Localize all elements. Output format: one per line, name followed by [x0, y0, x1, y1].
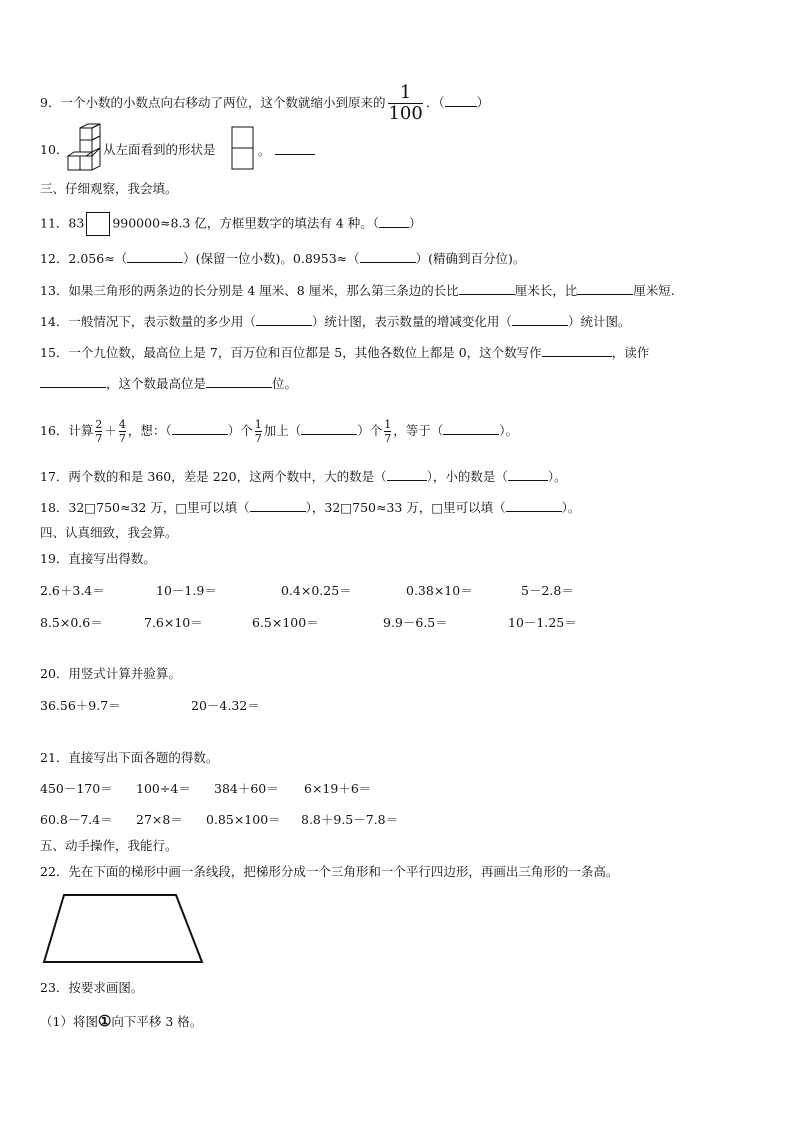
calc-item: 384＋60＝: [214, 781, 279, 796]
q12-part-a: 12．2.056≈（: [40, 251, 128, 266]
calc-item: 6.5×100＝: [252, 615, 319, 630]
calc-item: 10－1.9＝: [156, 583, 217, 598]
section-3-heading: 三、仔细观察，我会填。: [40, 181, 178, 196]
q12-part-b: ）(保留一位小数)。0.8953≈（: [183, 251, 360, 266]
question-19-title: 19．直接写出得数。: [40, 551, 156, 566]
q17-part-a: 17．两个数的和是 360，差是 220，这两个数中，大的数是（: [40, 469, 387, 484]
calc-item: 8.8＋9.5－7.8＝: [301, 812, 399, 827]
calc-item: 6×19＋6＝: [304, 781, 372, 796]
q23-sub-a: （1）将图: [40, 1014, 98, 1029]
fraction-denominator: 100: [388, 103, 423, 124]
q16-part-g: ）。: [499, 423, 519, 438]
q10-answer: [258, 141, 315, 160]
q16-part-b: ，想：（: [127, 423, 172, 438]
question-21-title: 21．直接写出下面各题的得数。: [40, 750, 219, 765]
section-4-heading: 四、认真细致，我会算。: [40, 525, 178, 540]
fraction-numerator: 1: [254, 418, 262, 431]
q9-text: 9．一个小数的小数点向右移动了两位，这个数就缩小到原来的: [40, 95, 386, 110]
plus-sign: ＋: [104, 423, 117, 438]
question-15-line-2: [40, 374, 297, 393]
fraction-numerator: 1: [399, 82, 412, 103]
question-14: [40, 312, 630, 331]
question-20-title: 20．用竖式计算并验算。: [40, 666, 181, 681]
q11-part-c: ）: [409, 215, 422, 231]
fraction-1-7: [255, 419, 262, 444]
fraction-denominator: 7: [118, 432, 126, 445]
figure-1-marker: ①: [97, 1012, 112, 1030]
answer-blank[interactable]: [256, 312, 312, 326]
q14-part-c: ）统计图。: [567, 314, 631, 329]
answer-blank[interactable]: [172, 421, 228, 435]
answer-blank[interactable]: [250, 498, 306, 512]
q12-part-c: ）(精确到百分位)。: [415, 251, 526, 266]
q16-part-d: 加上（: [263, 423, 302, 438]
q11-part-b: 990000≈8.3 亿，方框里数字的填法有 4 种。（: [112, 215, 380, 231]
calc-item: 8.5×0.6＝: [40, 615, 103, 630]
q13-part-b: 厘米长，比: [514, 283, 578, 298]
fraction-numerator: 1: [384, 418, 392, 431]
answer-blank[interactable]: [127, 249, 183, 263]
q16-part-c: ）个: [227, 423, 253, 438]
q14-part-b: ）统计图，表示数量的增减变化用（: [311, 314, 512, 329]
question-17: [40, 467, 567, 486]
q10-prompt: 从左面看到的形状是: [103, 142, 216, 157]
calc-item: 7.6×10＝: [144, 615, 203, 630]
answer-blank[interactable]: [512, 312, 568, 326]
answer-blank[interactable]: [542, 343, 612, 357]
q16-part-a: 16．计算: [40, 423, 94, 438]
calc-item: 9.9－6.5＝: [383, 615, 448, 630]
calc-item: 2.6＋3.4＝: [40, 583, 105, 598]
calc-item: 60.8－7.4＝: [40, 812, 113, 827]
answer-blank[interactable]: [445, 93, 477, 107]
fraction-denominator: 7: [384, 432, 392, 445]
question-18: [40, 498, 580, 517]
q15-part-a: 15．一个九位数，最高位上是 7，百万位和百位都是 5，其他各数位上都是 0，这个数写作: [40, 345, 542, 360]
q15-part-b: ，读作: [611, 345, 650, 360]
calc-item: 27×8＝: [136, 812, 183, 827]
q9-paren-close: ）: [476, 95, 490, 110]
answer-blank[interactable]: [508, 467, 548, 481]
fraction-4-7: [119, 419, 126, 444]
answer-blank[interactable]: [443, 421, 499, 435]
left-view-figure: [231, 126, 255, 170]
trapezoid-shape[interactable]: [44, 895, 202, 962]
fraction-numerator: 2: [95, 418, 103, 431]
fraction-denominator: 7: [254, 432, 262, 445]
question-22-title: 22．先在下面的梯形中画一条线段，把梯形分成一个三角形和一个平行四边形，再画出三角形的一条高。: [40, 864, 619, 879]
answer-blank[interactable]: [301, 421, 357, 435]
answer-blank[interactable]: [387, 467, 427, 481]
q10-text: [103, 141, 216, 159]
q18-part-b: ），32□750≈33 万，□里可以填（: [305, 500, 506, 515]
q13-part-a: 13．如果三角形的两条边的长分别是 4 厘米、8 厘米，那么第三条边的长比: [40, 283, 459, 298]
question-23-part-1: [40, 1012, 202, 1031]
calc-item: 100÷4＝: [136, 781, 191, 796]
section-5-heading: 五、动手操作，我能行。: [40, 838, 178, 853]
q9-paren-open: ．（: [425, 95, 445, 110]
q18-part-a: 18．32□750≈32 万，□里可以填（: [40, 500, 250, 515]
calc-item: 0.38×10＝: [406, 583, 473, 598]
q17-part-c: ）。: [547, 469, 567, 484]
answer-blank[interactable]: [275, 141, 315, 155]
answer-box[interactable]: [86, 212, 110, 236]
answer-blank[interactable]: [379, 214, 409, 228]
question-23-title: 23．按要求画图。: [40, 980, 144, 995]
trapezoid-figure[interactable]: [40, 892, 206, 966]
fraction-1-100: [388, 84, 422, 123]
answer-blank[interactable]: [577, 281, 633, 295]
q16-part-e: ）个: [357, 423, 383, 438]
question-12: [40, 249, 525, 268]
answer-blank[interactable]: [360, 249, 416, 263]
fraction-1-7: [384, 419, 391, 444]
question-11: [40, 212, 422, 236]
cube-stack-figure: [66, 123, 102, 175]
question-15-line-1: [40, 343, 649, 362]
q18-part-c: ）。: [561, 500, 581, 515]
fraction-numerator: 4: [118, 418, 126, 431]
fraction-2-7: [95, 419, 102, 444]
q10-period: 。: [258, 143, 271, 158]
calc-item: 5－2.8＝: [521, 583, 574, 598]
q15-part-c: ，这个数最高位是: [106, 376, 207, 391]
fraction-denominator: 7: [95, 432, 103, 445]
calc-item: 0.4×0.25＝: [281, 583, 352, 598]
calc-item: 0.85×100＝: [206, 812, 281, 827]
calc-item: 10－1.25＝: [508, 615, 577, 630]
answer-blank[interactable]: [40, 374, 106, 388]
calc-item: 20－4.32＝: [191, 698, 260, 713]
q14-part-a: 14．一般情况下，表示数量的多少用（: [40, 314, 256, 329]
calc-item: 36.56＋9.7＝: [40, 698, 121, 713]
q13-part-c: 厘米短.: [633, 283, 675, 298]
calc-item: 450－170＝: [40, 781, 113, 796]
q11-part-a: 11．83: [40, 215, 85, 231]
question-9: [40, 84, 489, 123]
answer-blank[interactable]: [206, 374, 272, 388]
q17-part-b: ），小的数是（: [426, 469, 508, 484]
q16-part-f: ，等于（: [393, 423, 444, 438]
q10-number: 10．: [40, 142, 69, 157]
answer-blank[interactable]: [459, 281, 515, 295]
question-13: [40, 281, 675, 300]
question-16: [40, 419, 518, 444]
answer-blank[interactable]: [506, 498, 562, 512]
q15-part-d: 位。: [272, 376, 298, 391]
q23-sub-b: 向下平移 3 格。: [111, 1014, 203, 1029]
